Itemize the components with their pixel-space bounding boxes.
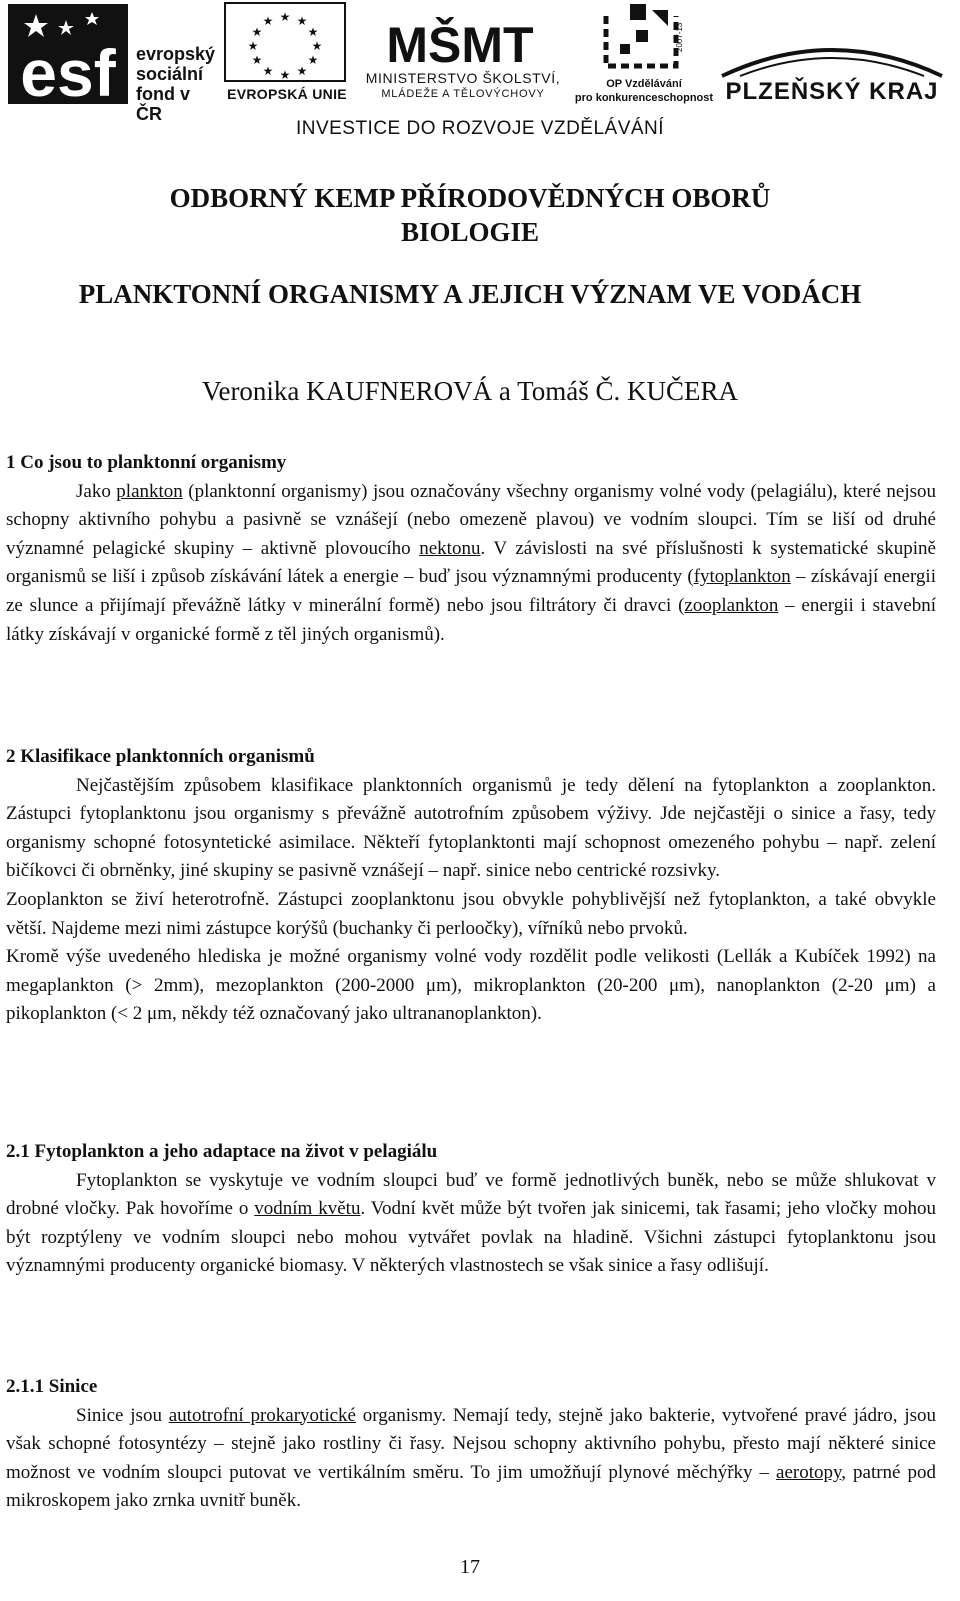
section-2-paragraph-3: Kromě výše uvedeného hlediska je možné organismy volné vody rozdělit podle velikosti (Lellák a Kubíček 1992) na megaplankton (> 2mm), mezoplankton (200-2000 μm), mikroplankton (20-200 μm), nanoplankton (2-20 μm) a pikoplankton (< 2 μm, někdy též označovaný jako ultrananoplankton). [6,946,936,1025]
eu-logo [222,2,352,104]
esf-line-2: sociální [136,64,204,84]
text-run: Jako [76,480,117,502]
text-run: (planktonní organismy) jsou označovány všechny organismy volné vody (pelagiálu), které nejsou schopny aktivního pohybu a pasivně se vznášejí (nebo omezeně plavou) ve vodním sloupci. Tím se liší od druhé významné pelagické skupiny – aktivně plovoucího [6,480,936,559]
kraj-name: PLZEŇSKÝ KRAJ [725,78,939,105]
msmt-line-2: MLÁDEŽE A TĚLOVÝCHOVY [381,88,545,100]
kraj-arc-icon [718,34,946,78]
text-run: . V závislosti na své příslušnosti k systematické skupině organismů se liší i způsob získávání látek a energie – buď jsou významnými producenty ( [6,537,936,588]
svg-text:★: ★ [251,25,263,39]
text-run: organismy. Nemají tedy, stejně jako bakterie, vytvořené pravé jádro, jsou však schopné fotosyntézy – stejně jako rostliny či řasy. Nejsou schopny aktivního pohybu, přesto mají některé sinice možnost ve vodním sloupci putovat ve vertikálním směru. To jim umožňují plynové měchýřky – [6,1404,936,1483]
msmt-logo [352,0,572,104]
section-2-1-1-heading: 2.1.1 Sinice [6,1376,98,1397]
section-2-1-paragraph [6,1167,936,1281]
msmt-line-1: MINISTERSTVO ŠKOLSTVÍ, [365,70,561,86]
section-2-1-1 [6,1373,936,1516]
msmt-mark-text: MŠMT [386,17,534,73]
eu-flag-icon [224,2,346,82]
text-run: Fytoplankton se vyskytuje ve vodním sloupci buď ve formě jednotlivých buněk, nebo se může shlukovat v drobné vločky. Pak hovoříme o [6,1169,936,1220]
op-mark-icon [596,2,686,72]
esf-logo [8,4,218,124]
title-line-3: PLANKTONNÍ ORGANISMY A JEJICH VÝZNAM VE VODÁCH [78,279,862,309]
term-autotrofni-prokaryoticke: autotrofní prokaryotické [168,1404,356,1426]
term-nekton: nektonu [419,537,481,559]
eu-caption: EVROPSKÁ UNIE [227,86,347,102]
authors: Veronika KAUFNEROVÁ a Tomáš Č. KUČERA [201,376,739,406]
page-number: 17 [460,1556,480,1578]
svg-text:★: ★ [296,14,308,28]
op-line-2: pro konkurenceschopnost [574,92,714,104]
svg-text:★: ★ [247,39,259,53]
section-2-1-heading: 2.1 Fytoplankton a jeho adaptace na život v pelagiálu [6,1141,438,1162]
text-run: – energii i stavební látky získávají v organické formě z těl jiných organismů). [6,594,936,645]
svg-text:★: ★ [311,39,323,53]
section-2-heading: 2 Klasifikace planktonních organismů [6,746,315,767]
title-line-2: BIOLOGIE [400,217,540,247]
section-2 [6,743,936,1029]
plzensky-kraj-logo [716,34,948,108]
term-fytoplankton: fytoplankton [693,566,791,588]
svg-text:★: ★ [279,10,291,24]
logo-banner [0,0,960,150]
esf-line-1: evropský [136,44,216,64]
banner-slogan: INVESTICE DO ROZVOJE VZDĚLÁVÁNÍ [295,118,665,139]
op-line-1: OP Vzdělávání [606,78,682,90]
op-logo [574,2,714,106]
section-2-1-1-paragraph [6,1402,936,1516]
op-year: 2007-13 [675,22,684,52]
term-zooplankton: zooplankton [684,594,779,616]
svg-text:★: ★ [251,53,263,67]
section-1-heading: 1 Co jsou to planktonní organismy [6,452,287,473]
term-vodni-kvet: vodním květu [254,1198,361,1220]
svg-text:★: ★ [279,68,291,82]
text-run: – získávají energii ze slunce a přijímají převážně látky v minerální formě) nebo jsou filtrátory či dravci ( [6,566,936,616]
esf-mark-icon [8,4,128,110]
text-run: , patrné pod mikroskopem jako zrnka uvnitř buněk. [6,1461,936,1512]
svg-text:★: ★ [307,25,319,39]
text-run: . Vodní květ může být tvořen jak sinicemi, tak řasami; jeho vločky mohou být rozptýleny ve vodním sloupci nebo mohou vytvářet povlak na hladině. Všichni zástupci fytoplanktonu jsou významnými producenty organické biomasy. V některých vlastnostech se však sinice a řasy odlišují. [6,1198,936,1277]
svg-text:★: ★ [296,64,308,78]
section-1-paragraph [6,478,936,650]
msmt-mark-icon [386,0,534,73]
esf-line-3: fond v ČR [136,84,190,124]
section-2-1 [6,1138,936,1281]
title-line-1: ODBORNÝ KEMP PŘÍRODOVĚDNÝCH OBORŮ [169,183,771,213]
section-1 [6,449,936,649]
section-2-paragraph-2: Zooplankton se živí heterotrofně. Zástupci zooplanktonu jsou obvykle pohyblivější než fytoplankton, a také obvykle větší. Najdeme mezi nimi zástupce korýšů (buchanky či perloočky), vířníků nebo prvoků. [6,888,936,939]
term-plankton: plankton [116,480,183,502]
text-run: Sinice jsou [76,1404,169,1426]
esf-mark-text: esf [20,36,116,110]
term-aerotopy: aerotopy [776,1461,842,1483]
section-2-paragraph-1: Nejčastějším způsobem klasifikace planktonních organismů je tedy dělení na fytoplankton a zooplankton. Zástupci fytoplanktonu jsou organismy s převážně autotrofním způsobem výživy. Jde nejčastěji o sinice a řasy, tedy organismy schopné fotosyntetické asimilace. Někteří fytoplanktonti mají schopnost omezeného pohybu – např. zelení bičíkovci či obrněnky, jiné skupiny se pasivně vznášejí – např. sinice nebo centrické rozsivky. [6,774,936,882]
svg-text:★: ★ [262,64,274,78]
svg-text:★: ★ [262,14,274,28]
svg-text:★: ★ [307,53,319,67]
